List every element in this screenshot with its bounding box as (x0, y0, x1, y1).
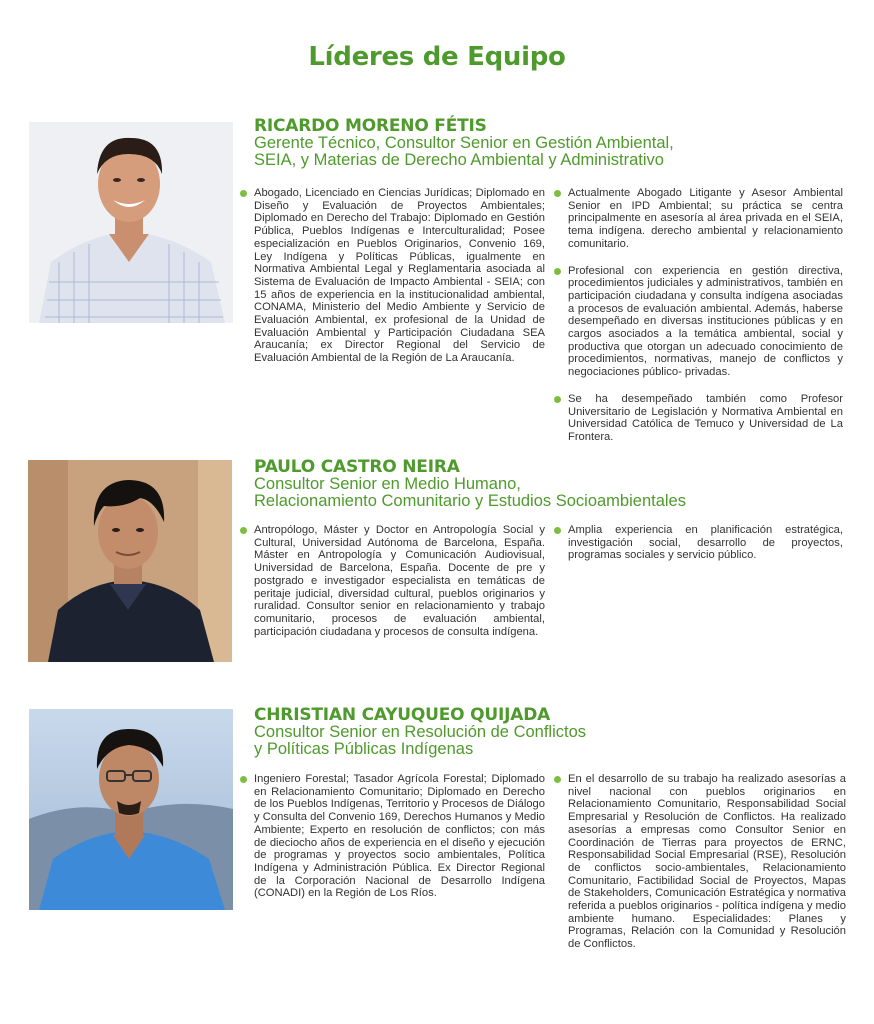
bio-bullet: Ingeniero Forestal; Tasador Agrícola Forestal; Diplomado en Relacionamiento Comunitario; Diplomado en Derecho de los Pueblos Indígenas, Territorio y Procesos de Diálogo y Consulta del Convenio 169, Derechos Humanos y Medio Ambiente; Experto en resolución de conflictos; con más de dieciocho años de experiencia en el diseño y ejecución de programas y proyectos socio ambientales, Política Indígena y Administración Pública. Ex Director Regional de la Corporación Nacional de Desarrollo Indígena (CONADI) en la Región de Los Ríos. (240, 773, 545, 900)
bullet-dot-icon (554, 190, 561, 197)
leader-photo-christian (29, 709, 233, 910)
bullet-dot-icon (554, 396, 561, 403)
bio-bullet: Actualmente Abogado Litigante y Asesor Ambiental Senior en IPD Ambiental; su práctica se centra principalmente en asesoría al área privada en el SEIA, tema indígena. derecho ambiental y relacionamiento comunitario. (554, 187, 843, 251)
bullet-dot-icon (240, 527, 247, 534)
bullet-dot-icon (554, 776, 561, 783)
leader-name: RICARDO MORENO FÉTIS (254, 116, 487, 136)
bio-bullet: Profesional con experiencia en gestión directiva, procedimientos judiciales y administrativos, también en participación ciudadana y consulta indígena asociadas a procesos de evaluación ambiental. Además, haberse desempeñado en diversas instituciones públicas y en cargos asociados a la temática ambiental, social y productiva que otorgan un adecuado conocimiento de procedimientos, normativas, manejo de conflictos y negociaciones público- privadas. (554, 265, 843, 379)
leader-name: PAULO CASTRO NEIRA (254, 457, 460, 477)
leader-name: CHRISTIAN CAYUQUEO QUIJADA (254, 705, 551, 725)
bullet-dot-icon (240, 776, 247, 783)
leader-role: Consultor Senior en Medio Humano, Relacionamiento Comunitario y Estudios Socioambientales (254, 475, 686, 510)
leader-role: Consultor Senior en Resolución de Conflictos y Políticas Públicas Indígenas (254, 723, 587, 758)
leader-photo-ricardo (29, 122, 233, 323)
leader-bio-right (554, 524, 843, 576)
bullet-dot-icon (554, 268, 561, 275)
bullet-dot-icon (240, 190, 247, 197)
leader-bio-left (240, 524, 545, 652)
leader-bio-left (240, 187, 545, 379)
bio-bullet: Se ha desempeñado también como Profesor Universitario de Legislación y Normativa Ambiental en Universidad Católica de Temuco y Universidad de La Frontera. (554, 393, 843, 444)
leader-photo-paulo (28, 460, 232, 662)
bio-bullet: Abogado, Licenciado en Ciencias Jurídicas; Diplomado en Diseño y Evaluación de Proyectos Ambientales; Diplomado en Derecho del Trabajo: Diplomado en Gestión Pública, Pueblos Indígenas e Interculturalidad; Posee especialización en Pueblos Originarios, Convenio 169, Ley Indígena y Políticas Públicas, igualmente en Normativa Ambiental Legal y Reglamentaria asociada al Sistema de Evaluación de Impacto Ambiental - SEIA; con 15 años de experiencia en la institucionalidad ambiental, CONAMA, Ministerio del Medio Ambiente y Servicio de Evaluación Ambiental, ex profesional de la Unidad de Evaluación Ambiental y Participación Ciudadana SEA Araucanía; ex Director Regional del Servicio de Evaluación Ambiental de la Región de La Araucanía. (240, 187, 545, 365)
page-title: Líderes de Equipo (308, 42, 566, 72)
bio-bullet: Antropólogo, Máster y Doctor en Antropología Social y Cultural, Universidad Autónoma de Barcelona, España. Máster en Antropología y Comunicación Audiovisual, Universidad de Barcelona, España. Docente de pre y postgrado e investigador especialista en temáticas de peritaje judicial, diversidad cultural, pueblos originarios y ruralidad. Consultor senior en relacionamiento y trabajo comunitario, procesos de evaluación ambiental, participación ciudadana y procesos de consulta indígena. (240, 524, 545, 638)
bio-bullet: En el desarrollo de su trabajo ha realizado asesorías a nivel nacional con pueblos originarios en Relacionamiento Comunitario, Responsabilidad Social Empresarial y Resolución de Conflictos. Ha realizado asesorías a empresas como Consultor Senior en Coordinación de Tierras para proyectos de ERNC, Responsabilidad Social Empresarial (RSE), Resolución de conflictos socio-ambientales, Relacionamiento Comunitario, Factibilidad Social de Proyectos, Mapas de Stakeholders, Comunicación Estratégica y normativa referida a pueblos originarios - política indígena y medio ambiente humano. Especialidades: Planes y Programas, Relación con la Comunidad y Resolución de Conflictos. (554, 773, 846, 951)
leader-bio-right (554, 773, 846, 965)
bullet-dot-icon (554, 527, 561, 534)
leader-bio-left (240, 773, 545, 914)
leader-role: Gerente Técnico, Consultor Senior en Gestión Ambiental, SEIA, y Materias de Derecho Ambiental y Administrativo (254, 134, 674, 169)
leader-bio-right (554, 187, 843, 458)
bio-bullet: Amplia experiencia en planificación estratégica, investigación social, desarrollo de proyectos, programas sociales y servicio público. (554, 524, 843, 562)
